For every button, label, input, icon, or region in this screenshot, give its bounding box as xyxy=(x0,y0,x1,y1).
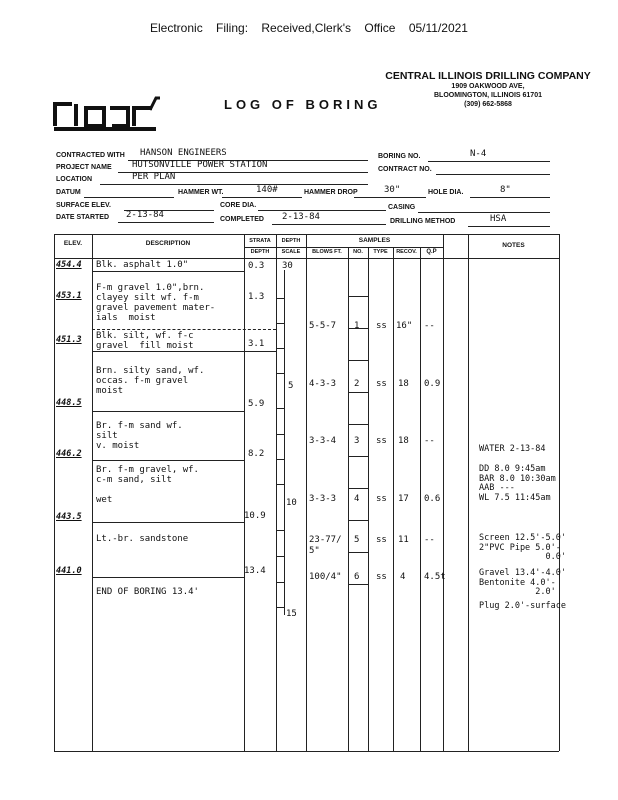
col-depth: DEPTH xyxy=(281,238,301,244)
hole-dia-line xyxy=(470,197,550,198)
boring-no-line xyxy=(428,161,550,162)
core-dia-label: CORE DIA. xyxy=(220,202,257,209)
hammer-drop-value: 30" xyxy=(384,185,401,195)
filing-stamp: Electronic Filing: Received,Clerk's Office 05/11/2021 xyxy=(150,21,468,35)
col-elev: ELEV. xyxy=(63,240,83,247)
sample-blows: 4-3-3 xyxy=(309,379,337,389)
col-strata: STRATA xyxy=(249,238,271,244)
sample-recov: 18 xyxy=(398,379,409,389)
note-screen: Screen 12.5'-5.0' 2"PVC Pipe 5.0'- 0.0' xyxy=(479,533,566,562)
drilling-method-line xyxy=(468,226,550,227)
surface-elev-label: SURFACE ELEV. xyxy=(56,202,111,209)
boring-no-label: BORING NO. xyxy=(378,153,421,160)
company-phone: (309) 662-5868 xyxy=(464,101,512,108)
sample-no: 6 xyxy=(354,572,360,582)
sample-no: 5 xyxy=(354,535,360,545)
col-type: TYPE xyxy=(373,249,388,255)
hammer-drop-label: HAMMER DROP xyxy=(304,189,358,196)
col-no: NO. xyxy=(353,249,363,255)
sample-qp: 0.6 xyxy=(424,494,441,504)
core-dia-line xyxy=(258,210,386,211)
col-blows: BLOWS FT. xyxy=(312,249,342,255)
location-label: LOCATION xyxy=(56,176,93,183)
project-name-value: HUTSONVILLE POWER STATION xyxy=(132,160,268,170)
sample-blows: 3-3-3 xyxy=(309,494,337,504)
datum-label: DATUM xyxy=(56,189,81,196)
elev-value: 448.5 xyxy=(56,398,82,408)
col-notes: NOTES xyxy=(502,242,525,249)
document-title: LOG OF BORING xyxy=(224,97,382,112)
depth-scale-label: 30 xyxy=(282,261,293,271)
completed-value: 2-13-84 xyxy=(282,212,320,222)
company-address-1: 1909 OAKWOOD AVE, xyxy=(451,83,525,90)
layer-description: Br. f-m sand wf. silt v. moist xyxy=(96,421,183,451)
layer-description: Brn. silty sand, wf. occas. f-m gravel moist xyxy=(96,366,205,396)
sample-recov: 4 xyxy=(400,572,406,582)
sample-no: 1 xyxy=(354,321,360,331)
col-depth-scale: SCALE xyxy=(281,249,301,255)
casing-label: CASING xyxy=(388,204,416,211)
col-strata-depth: DEPTH xyxy=(250,249,270,255)
col-samples: SAMPLES xyxy=(358,237,391,244)
strata-depth: 1.3 xyxy=(248,292,265,302)
col-qp: Q.P xyxy=(426,249,437,255)
drilling-method-value: HSA xyxy=(490,214,507,224)
depth-scale-label: 15 xyxy=(286,609,297,619)
sample-type: ss xyxy=(376,572,387,582)
note-water: WATER 2-13-84 xyxy=(479,444,546,454)
boring-no-value: N-4 xyxy=(470,149,487,159)
strata-depth: 0.3 xyxy=(248,261,265,271)
sample-blows: 3-3-4 xyxy=(309,436,337,446)
layer-description: Br. f-m gravel, wf. c-m sand, silt wet xyxy=(96,465,199,505)
project-name-label: PROJECT NAME xyxy=(56,164,112,171)
sample-type: ss xyxy=(376,321,387,331)
company-address-2: BLOOMINGTON, ILLINOIS 61701 xyxy=(433,92,542,99)
elev-value: 453.1 xyxy=(56,291,82,301)
sample-qp: 0.9 xyxy=(424,379,441,389)
sample-recov: 11 xyxy=(398,535,409,545)
strata-depth: 8.2 xyxy=(248,449,265,459)
sample-no: 4 xyxy=(354,494,360,504)
sample-no: 2 xyxy=(354,379,360,389)
sample-recov: 17 xyxy=(398,494,409,504)
sample-type: ss xyxy=(376,436,387,446)
elev-value: 454.4 xyxy=(56,260,82,270)
date-started-label: DATE STARTED xyxy=(56,214,110,221)
contracted-with-value: HANSON ENGINEERS xyxy=(140,148,227,158)
sample-qp: -- xyxy=(424,436,435,446)
sample-type: ss xyxy=(376,535,387,545)
drilling-method-label: DRILLING METHOD xyxy=(390,218,456,225)
sample-qp: -- xyxy=(424,535,435,545)
sample-recov: 18 xyxy=(398,436,409,446)
layer-description: Blk. silt, wf. f-c gravel fill moist xyxy=(96,331,194,351)
location-line xyxy=(100,184,368,185)
company-block xyxy=(378,70,598,109)
hammer-drop-line xyxy=(354,197,426,198)
location-value: PER PLAN xyxy=(132,172,176,182)
note-gravel-bentonite: Gravel 13.4'-4.0' Bentonite 4.0'- 2.0' xyxy=(479,568,566,597)
elev-value: 441.0 xyxy=(56,566,82,576)
sample-blows: 5-5-7 xyxy=(309,321,337,331)
company-name: CENTRAL ILLINOIS DRILLING COMPANY xyxy=(385,70,591,82)
sample-recov: 16" xyxy=(396,321,413,331)
layer-description: Blk. asphalt 1.0" xyxy=(96,260,189,270)
sample-blows: 23-77/ 5" xyxy=(309,535,342,556)
hole-dia-value: 8" xyxy=(500,185,511,195)
hole-dia-label: HOLE DIA. xyxy=(428,189,464,196)
elev-value: 451.3 xyxy=(56,335,82,345)
elev-value: 446.2 xyxy=(56,449,82,459)
note-water-levels: DD 8.0 9:45am BAR 8.0 10:30am AAB --- WL 7.5 11:45am xyxy=(479,464,556,503)
hammer-wt-value: 140# xyxy=(256,185,278,195)
sample-qp: -- xyxy=(424,321,435,331)
sample-type: ss xyxy=(376,494,387,504)
depth-scale-label: 10 xyxy=(286,498,297,508)
elev-value: 443.5 xyxy=(56,512,82,522)
company-logo xyxy=(52,96,164,142)
end-of-boring: END OF BORING 13.4' xyxy=(96,587,199,597)
strata-depth: 5.9 xyxy=(248,399,265,409)
strata-depth: 10.9 xyxy=(244,511,266,521)
datum-line xyxy=(84,197,174,198)
layer-description: F-m gravel 1.0",brn. clayey silt wf. f-m gravel pavement mater- ials moist xyxy=(96,283,216,323)
date-started-value: 2-13-84 xyxy=(126,210,164,220)
col-recov: RECOV. xyxy=(396,249,417,255)
depth-scale-label: 5 xyxy=(288,381,294,391)
sample-qp: 4.5t xyxy=(424,572,446,582)
strata-depth: 3.1 xyxy=(248,339,265,349)
strata-depth: 13.4 xyxy=(244,566,266,576)
hammer-wt-line xyxy=(222,197,302,198)
sample-no: 3 xyxy=(354,436,360,446)
completed-label: COMPLETED xyxy=(220,216,264,223)
contract-no-line xyxy=(436,174,550,175)
completed-line xyxy=(272,224,386,225)
layer-description: Lt.-br. sandstone xyxy=(96,534,189,544)
note-plug: Plug 2.0'-surface xyxy=(479,601,566,611)
contract-no-label: CONTRACT NO. xyxy=(378,166,432,173)
date-started-line xyxy=(118,222,214,223)
hammer-wt-label: HAMMER WT. xyxy=(178,189,224,196)
col-description: DESCRIPTION xyxy=(145,240,191,247)
casing-line xyxy=(418,212,550,213)
contracted-with-label: CONTRACTED WITH xyxy=(56,152,125,159)
sample-blows: 100/4" xyxy=(309,572,342,582)
sample-type: ss xyxy=(376,379,387,389)
